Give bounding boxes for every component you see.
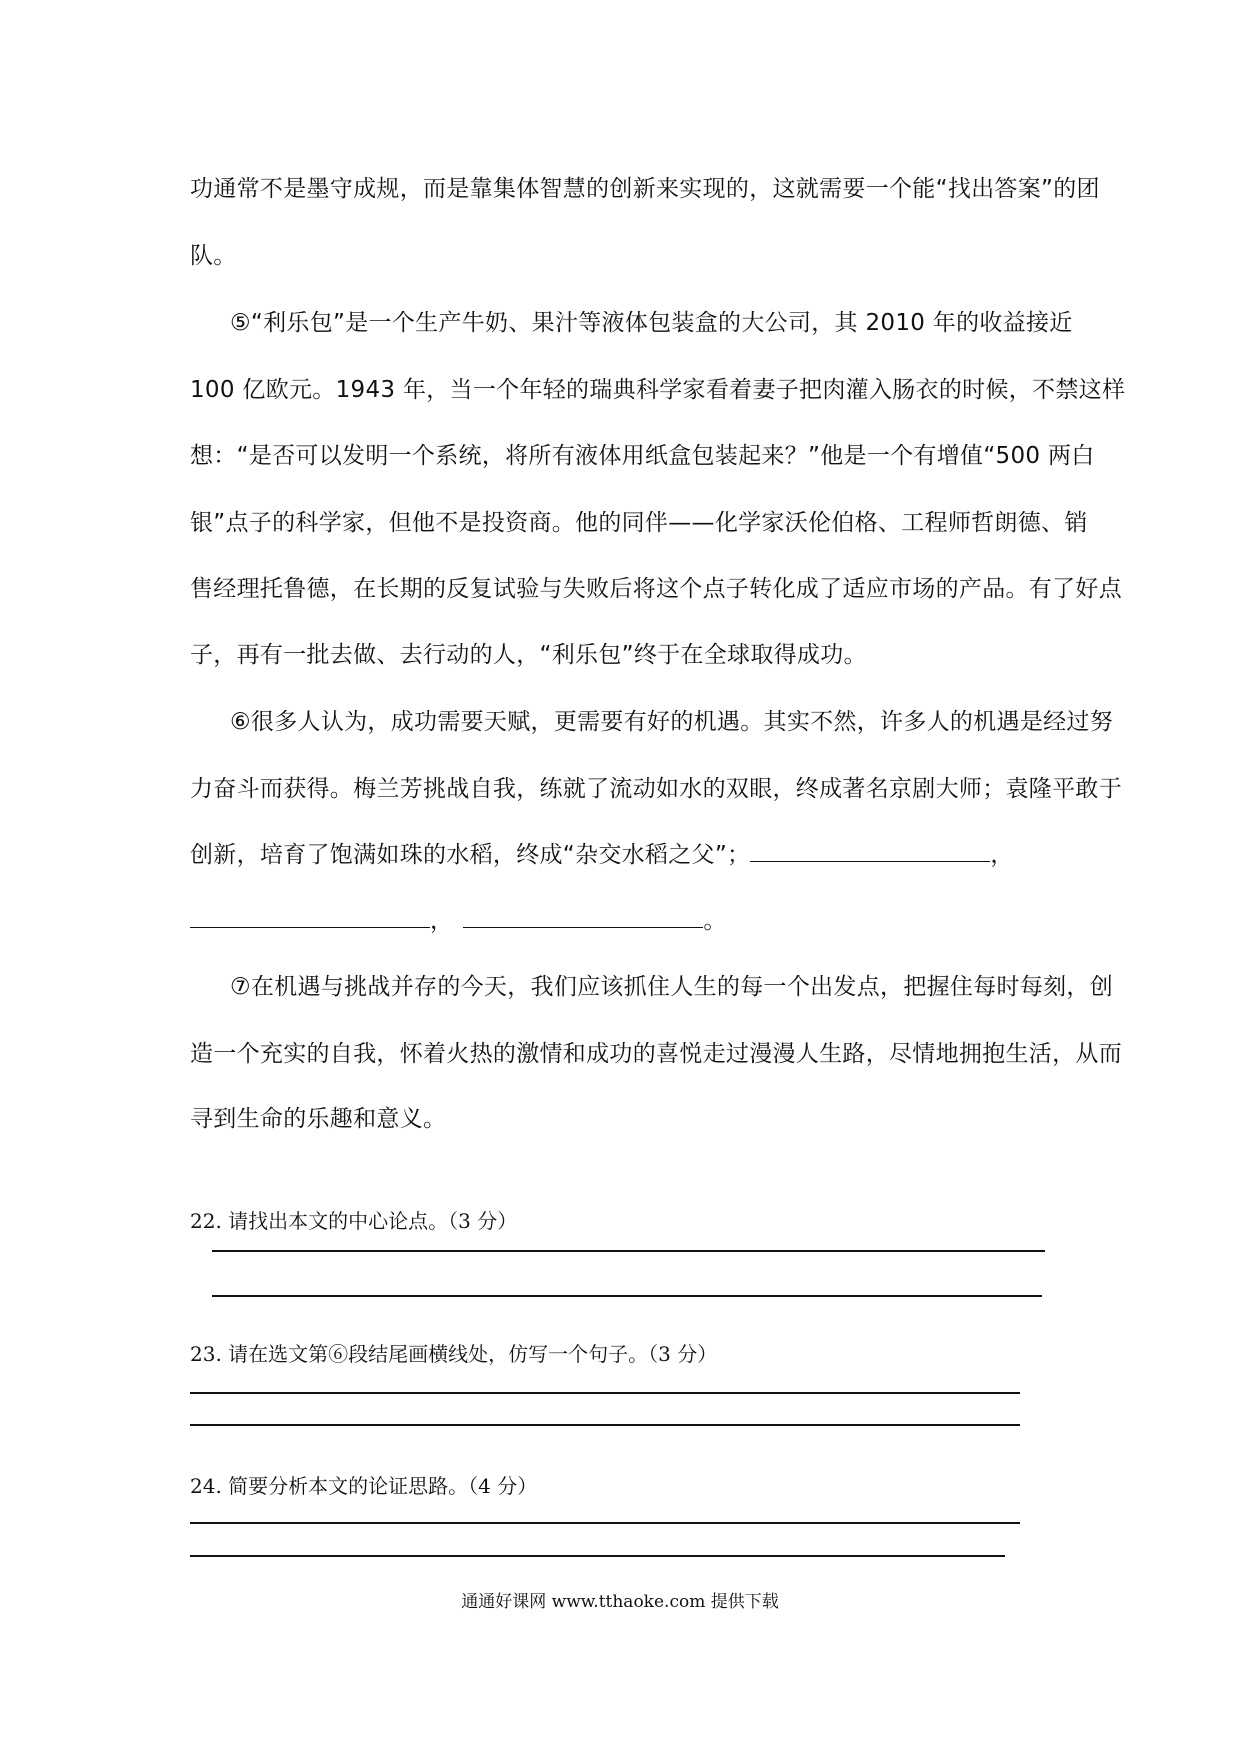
p6-line-1: ⑥很多人认为，成功需要天赋，更需要有好的机遇。其实不然，许多人的机遇是经过努	[230, 709, 1114, 735]
p6-line-4	[190, 902, 1060, 935]
p6-line-3	[190, 836, 1060, 869]
p6-line-3-end: ，	[990, 842, 1014, 868]
answer-line-24-2[interactable]	[190, 1555, 1005, 1557]
p4-line-2: 队。	[190, 243, 237, 269]
p5-line-3: 想：“是否可以发明一个系统，将所有液体用纸盒包装起来？”他是一个有增值“500 两白	[190, 443, 1095, 469]
p7-line-3: 寻到生命的乐趣和意义。	[190, 1106, 447, 1132]
p5-line-4: 银”点子的科学家，但他不是投资商。他的同伴——化学家沃伦伯格、工程师哲朗德、销	[190, 510, 1088, 536]
p5-line-5: 售经理托鲁德，在长期的反复试验与失败后将这个点子转化成了适应市场的产品。有了好点	[190, 576, 1122, 602]
p6-line-4-sep: ，	[430, 908, 454, 934]
question-23: 23. 请在选文第⑥段结尾画横线处，仿写一个句子。（3 分）	[190, 1342, 718, 1366]
answer-line-23-2[interactable]	[190, 1424, 1020, 1426]
fill-blank-3[interactable]	[463, 926, 703, 928]
p7-line-1: ⑦在机遇与挑战并存的今天，我们应该抓住人生的每一个出发点，把握住每时每刻，创	[230, 974, 1114, 1000]
fill-blank-1[interactable]	[750, 860, 990, 862]
question-22: 22. 请找出本文的中心论点。（3 分）	[190, 1209, 518, 1233]
p6-line-2: 力奋斗而获得。梅兰芳挑战自我，练就了流动如水的双眼，终成著名京剧大师；袁隆平敢于	[190, 776, 1122, 802]
p5-line-6: 子，再有一批去做、去行动的人，“利乐包”终于在全球取得成功。	[190, 642, 867, 668]
p5-line-1: ⑤“利乐包”是一个生产牛奶、果汁等液体包装盒的大公司，其 2010 年的收益接近	[230, 310, 1073, 336]
question-24: 24. 简要分析本文的论证思路。（4 分）	[190, 1474, 538, 1498]
answer-line-23-1[interactable]	[190, 1392, 1020, 1394]
fill-blank-2[interactable]	[190, 926, 430, 928]
p7-line-2: 造一个充实的自我，怀着火热的激情和成功的喜悦走过漫漫人生路，尽情地拥抱生活，从而	[190, 1041, 1122, 1067]
p6-line-4-end: 。	[703, 908, 727, 934]
footer-credit: 通通好课网 www.tthaoke.com 提供下载	[461, 1592, 779, 1612]
answer-line-22-2[interactable]	[212, 1295, 1042, 1297]
p4-line-1: 功通常不是墨守成规，而是靠集体智慧的创新来实现的，这就需要一个能“找出答案”的团	[190, 176, 1100, 202]
p5-line-2: 100 亿欧元。1943 年，当一个年轻的瑞典科学家看着妻子把肉灌入肠衣的时候，不禁这样	[190, 377, 1126, 403]
p6-line-3-text: 创新，培育了饱满如珠的水稻，终成“杂交水稻之父”；	[190, 842, 751, 868]
answer-line-22-1[interactable]	[212, 1250, 1045, 1252]
answer-line-24-1[interactable]	[190, 1522, 1020, 1524]
